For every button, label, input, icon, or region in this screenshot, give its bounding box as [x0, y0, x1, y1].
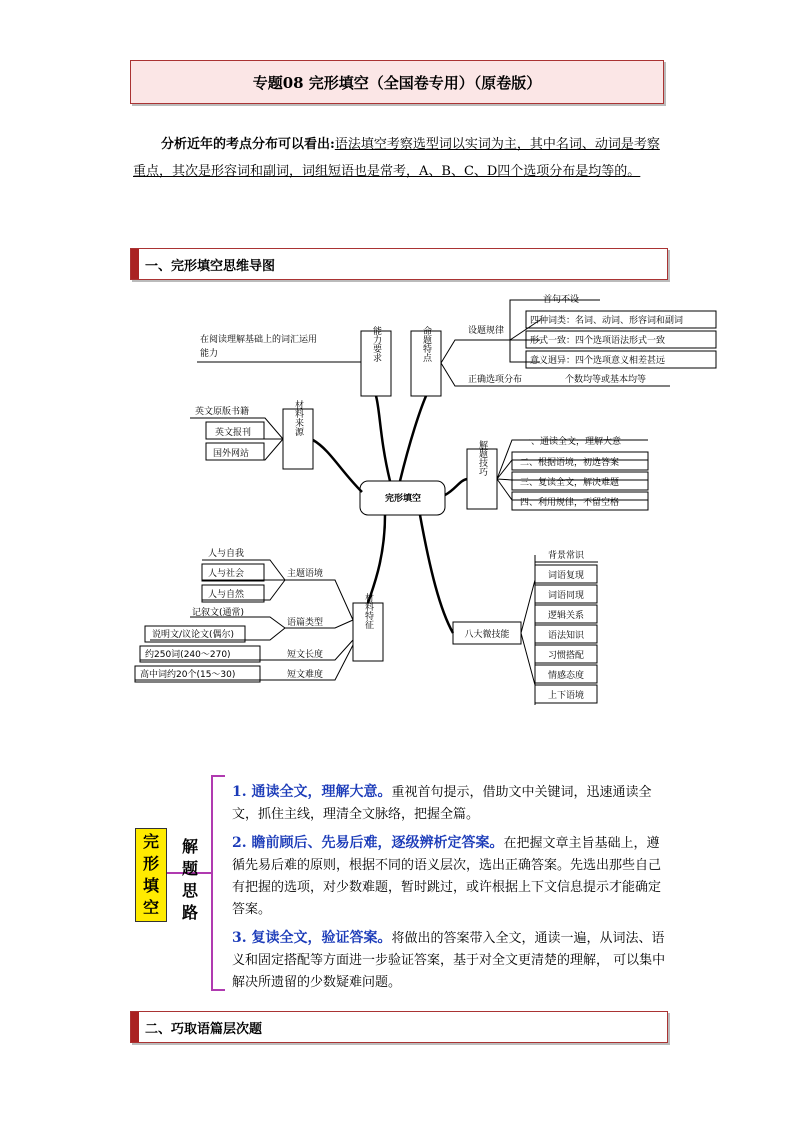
jieti-item-2: 三、复读全文，解决难题 [520, 478, 620, 488]
changdu-label: 短文长度 [287, 650, 324, 660]
bada-item-7: 上下语境 [547, 691, 585, 701]
jieti-label: 解题技巧 [477, 440, 487, 476]
bada-item-5: 习惯搭配 [547, 651, 585, 661]
bada-item-4: 语法知识 [547, 631, 585, 641]
zhuti-label: 主题语境 [287, 569, 324, 579]
leixing-item-0: 记叙文(通常) [192, 608, 245, 618]
bada-label: 八大微技能 [464, 630, 510, 640]
zhuti-item-1: 人与社会 [208, 569, 245, 579]
laiyuan-label: 材料来源 [293, 400, 303, 436]
zhengque-label: 正确选项分布 [468, 375, 523, 385]
laiyuan-item-0: 英文原版书籍 [195, 407, 250, 417]
bada-item-3: 逻辑关系 [547, 611, 585, 621]
mingti-item-0: 首句不设 [543, 295, 580, 305]
leixing-item-1: 说明文/议论文(偶尔) [152, 630, 235, 640]
bada-item-2: 词语同现 [547, 591, 585, 601]
nandu-value: 高中词约20个(15～30) [140, 670, 236, 680]
sheti-label: 设题规律 [468, 326, 505, 336]
laiyuan-item-2: 国外网站 [213, 449, 250, 459]
section-bar [131, 1012, 139, 1042]
step-3: 3. 复读全文，验证答案。将做出的答案带入全文，通读一遍，从词法、语义和固定搭配等方面进一步验证答案，基于对全文更清楚的理解， 可以集中解决所遗留的少数疑难问题。 [232, 930, 666, 990]
nandu-label: 短文难度 [287, 670, 324, 680]
center-node-label: 完形填空 [384, 494, 422, 504]
section-heading-2 [130, 1011, 668, 1043]
bada-item-1: 词语复现 [547, 571, 585, 581]
step-1: 1. 通读全文，理解大意。重视首句提示，借助文中关键词，迅速通读全文，抓住主线，理清全文脉络，把握全篇。 [232, 784, 652, 822]
kong-box: 完 形 填 空 [135, 828, 167, 922]
section-heading-2-label: 二、巧取语篇层次题 [145, 1021, 263, 1037]
steps-list [232, 781, 672, 1000]
jieti-item-0: 一、通读全文，理解大意 [522, 437, 622, 447]
mingti-item-1: 四种词类：名词、动词、形容词和副词 [530, 316, 684, 326]
laiyuan-item-1: 英文报刊 [215, 428, 252, 438]
intro-body: 语法填空考察选型词以实词为主，其中名词、动词是考察重点，其次是形容词和副词，词组短语也是常考，A、B、C、D四个选项分布是均等的。 [133, 137, 660, 179]
jieti-silu: 解 题 思 路 [181, 837, 198, 922]
bada-item-0: 背景常识 [547, 551, 585, 561]
page-title: 专题08 完形填空（全国卷专用）（原卷版） [130, 60, 664, 104]
nengli-text2: 能力 [200, 349, 219, 359]
jieti-item-1: 二、根据语境，初选答案 [520, 458, 620, 468]
bada-item-6: 情感态度 [547, 671, 585, 681]
zhengque-value: 个数均等或基本均等 [565, 375, 647, 385]
mingti-label: 命题特点 [421, 326, 431, 362]
nengli-text1: 在阅读理解基础上的词汇运用 [200, 335, 318, 345]
tezheng-label: 材料特征 [363, 593, 373, 629]
leixing-label: 语篇类型 [287, 618, 324, 628]
mingti-item-3: 意义迥异：四个选项意义相差甚远 [530, 356, 666, 366]
zhuti-item-0: 人与自我 [208, 549, 245, 559]
mingti-item-2: 形式一致：四个选项语法形式一致 [530, 336, 666, 346]
nengli-label: 能力要求 [371, 326, 381, 362]
changdu-value: 约250词(240～270) [145, 650, 231, 660]
intro-lead: 分析近年的考点分布可以看出: [161, 137, 335, 152]
step-2: 2. 瞻前顾后、先易后难，逐级辨析定答案。在把握文章主旨基础上，遵循先易后难的原则，根据不同的语义层次，选出正确答案。先选出那些自己有把握的选项，对少数难题，暂时跳过，或许根据上下文信息提示才能确定答案。 [232, 835, 662, 917]
zhuti-item-2: 人与自然 [208, 590, 245, 600]
section-heading-1-label: 一、完形填空思维导图 [145, 258, 276, 274]
jieti-item-3: 四、利用规律，不留空格 [520, 498, 620, 508]
